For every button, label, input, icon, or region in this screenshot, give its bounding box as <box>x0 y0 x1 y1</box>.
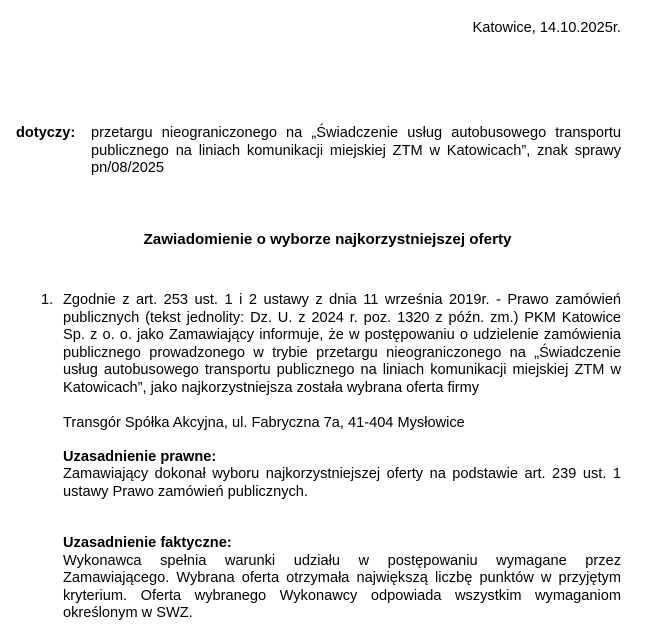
factual-basis-heading: Uzasadnienie faktyczne: <box>63 535 232 551</box>
list-item-number: 1. <box>41 292 54 308</box>
list-item <box>63 292 621 623</box>
subject-text: przetargu nieograniczonego na „Świadczenie usług autobusowego transportu publicznego na liniach komunikacji miejskiej ZTM w Katowicach”, znak sprawy pn/08/2025 <box>91 125 621 176</box>
legal-basis-text: Zamawiający dokonał wyboru najkorzystniejszej oferty na podstawie art. 239 ust. 1 ustawy Prawo zamówień publicznych. <box>63 466 621 500</box>
subject-label: dotyczy: <box>16 125 76 141</box>
factual-basis-text: Wykonawca spełnia warunki udziału w postępowaniu wymagane przez Zamawiającego. Wybrana oferta otrzymała największą liczbę punktów w przyjętym kryterium. Oferta wybranego Wykonawcy odpowiada wszystkim wymaganiom określonym w SWZ. <box>63 552 621 621</box>
document-title: Zawiadomienie o wyborze najkorzystniejszej oferty <box>143 231 512 248</box>
legal-basis-heading: Uzasadnienie prawne: <box>63 448 217 465</box>
place-date: Katowice, 14.10.2025r. <box>472 20 621 36</box>
selected-company: Transgór Spółka Akcyjna, ul. Fabryczna 7a, 41-404 Mysłowice <box>63 415 465 431</box>
notice-paragraph: Zgodnie z art. 253 ust. 1 i 2 ustawy z dnia 11 września 2019r. - Prawo zamówień publicznych (tekst jednolity: Dz. U. z 2024 r. poz. 1320 z późn. zm.) PKM Katowice Sp. z o. o. jako Zamawiający informuje, że w postępowaniu o udzielenie zamówienia publicznego prowadzonego w trybie przetargu nieograniczonego na „Świadczenie usług autobusowego transportu publicznego na liniach komunikacji miejskiej ZTM w Katowicach”, jako najkorzystniejsza została wybrana oferta firmy <box>63 292 621 396</box>
